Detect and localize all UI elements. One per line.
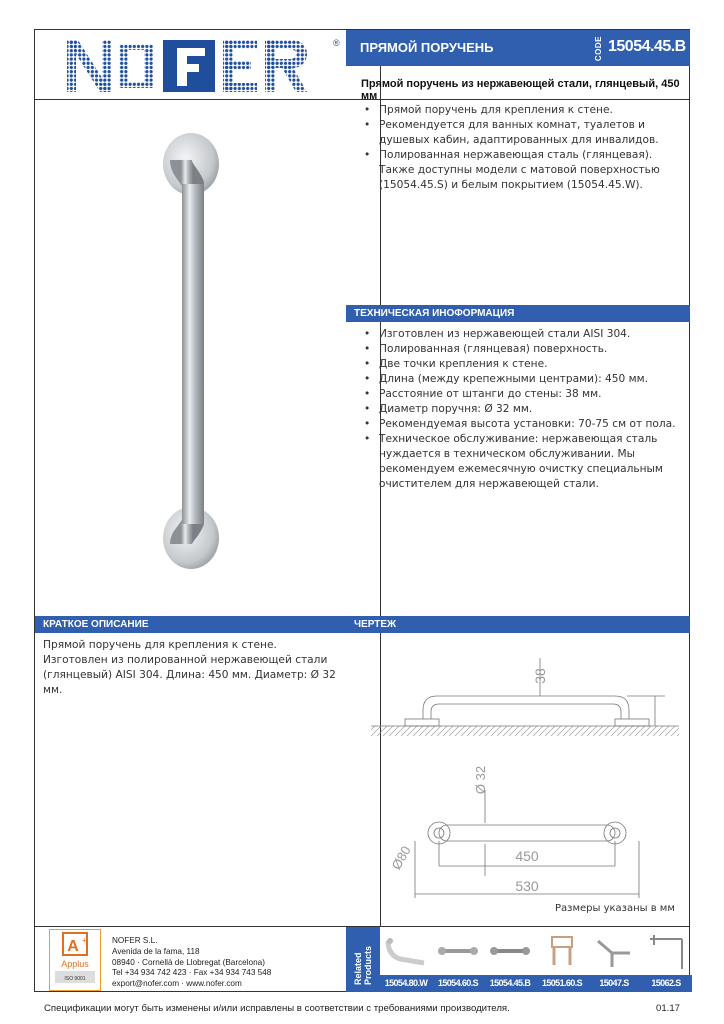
title-bar [346, 30, 690, 66]
product-code: 15054.45.B [608, 38, 686, 55]
list-item: • Две точки крепления к стене. [353, 357, 683, 372]
summary-text: Прямой поручень для крепления к стене. Изготовлен из полированной нержавеющей стали (глянцевый) AISI 304. Длина: 450 мм. Диаметр: Ø 32 мм. [43, 639, 336, 696]
company-city: 08940 · Cornellà de Llobregat (Barcelona) [112, 957, 265, 967]
datasheet-frame [34, 29, 690, 992]
version-label: 01.17 [656, 1003, 681, 1014]
page-title: ПРЯМОЙ ПОРУЧЕНЬ [360, 40, 494, 55]
product-thumbnail [644, 931, 688, 971]
svg-text:®: ® [333, 38, 340, 48]
product-image [155, 130, 235, 570]
technical-drawing [365, 640, 685, 900]
dim-total: 530 [515, 878, 539, 894]
product-thumbnail [488, 931, 532, 971]
company-name: NOFER S.L. [112, 936, 158, 945]
footer-note: Спецификации могут быть изменены и/или исправлены в соответствии с требованиями производителя. [44, 1003, 510, 1014]
svg-text:ISO 9001: ISO 9001 [64, 976, 86, 982]
product-thumbnail [384, 931, 428, 971]
product-code-label: 15047.S [588, 975, 640, 992]
tech-heading: ТЕХНИЧЕСКАЯ ИНОФОРМАЦИЯ [346, 305, 690, 322]
related-product[interactable] [640, 927, 692, 992]
list-item: • Полированная нержавеющая сталь (глянцевая). Также доступны модели с матовой поверхностью (15054.45.S) и белым покрытием (15054.45.W). [353, 148, 683, 193]
product-code-label: 15062.S [640, 975, 692, 992]
related-products-label: Related Products [346, 927, 380, 992]
list-item: • Изготовлен из нержавеющей стали AISI 304. [353, 327, 683, 342]
product-thumbnail [540, 931, 584, 971]
related-product[interactable] [588, 927, 640, 992]
related-product[interactable] [484, 927, 536, 992]
list-item: • Рекомендуемая высота установки: 70-75 см от пола. [353, 417, 683, 432]
product-thumbnail [592, 931, 636, 971]
product-code-label: 15054.60.S [432, 975, 484, 992]
dim-diameter: Ø 32 [473, 765, 488, 795]
certification-badge [49, 929, 101, 991]
dim-flange: Ø80 [388, 843, 414, 873]
dim-centers: 450 [515, 848, 539, 864]
drawing-heading: ЧЕРТЕЖ [346, 616, 690, 633]
dim-offset: 38 [532, 668, 548, 684]
list-item: • Прямой поручень для крепления к стене. [353, 103, 683, 118]
list-item: • Техническое обслуживание: нержавеющая сталь нуждается в техническом обслуживании. Мы рекомендуем ежемесячную очистку специальным очистителем для нержавеющей стали. [353, 432, 683, 492]
tech-list [353, 327, 683, 492]
company-web: export@nofer.com · www.nofer.com [112, 979, 242, 989]
nofer-logo [65, 36, 345, 96]
related-product[interactable] [380, 927, 432, 992]
list-item: • Длина (между крепежными центрами): 450 мм. [353, 372, 683, 387]
summary-heading: КРАТКОЕ ОПИСАНИЕ [35, 616, 346, 633]
feature-list [353, 103, 683, 193]
list-item: • Рекомендуется для ванных комнат, туалетов и душевых кабин, адаптированных для инвалидов. [353, 118, 683, 148]
svg-text:Applus: Applus [61, 959, 89, 969]
company-address: Avenida de la fama, 118 [112, 946, 200, 956]
product-thumbnail [436, 931, 480, 971]
svg-text:A: A [67, 938, 79, 955]
list-item: • Полированная (глянцевая) поверхность. [353, 342, 683, 357]
related-product[interactable] [432, 927, 484, 992]
list-item: • Расстояние от штанги до стены: 38 мм. [353, 387, 683, 402]
product-code-label: 15054.80.W [380, 975, 432, 992]
related-product[interactable] [536, 927, 588, 992]
svg-text:+: + [82, 936, 87, 945]
product-subtitle: Прямой поручень из нержавеющей стали, глянцевый, 450 мм [361, 78, 680, 102]
list-item: • Диаметр поручня: Ø 32 мм. [353, 402, 683, 417]
product-code-label: 15054.45.B [484, 975, 536, 992]
code-label: CODE [594, 36, 603, 62]
company-phone: Tel +34 934 742 423 · Fax +34 934 743 548 [112, 968, 272, 978]
dimension-note: Размеры указаны в мм [555, 903, 675, 914]
company-info [112, 936, 271, 990]
product-code-label: 15051.60.S [536, 975, 588, 992]
